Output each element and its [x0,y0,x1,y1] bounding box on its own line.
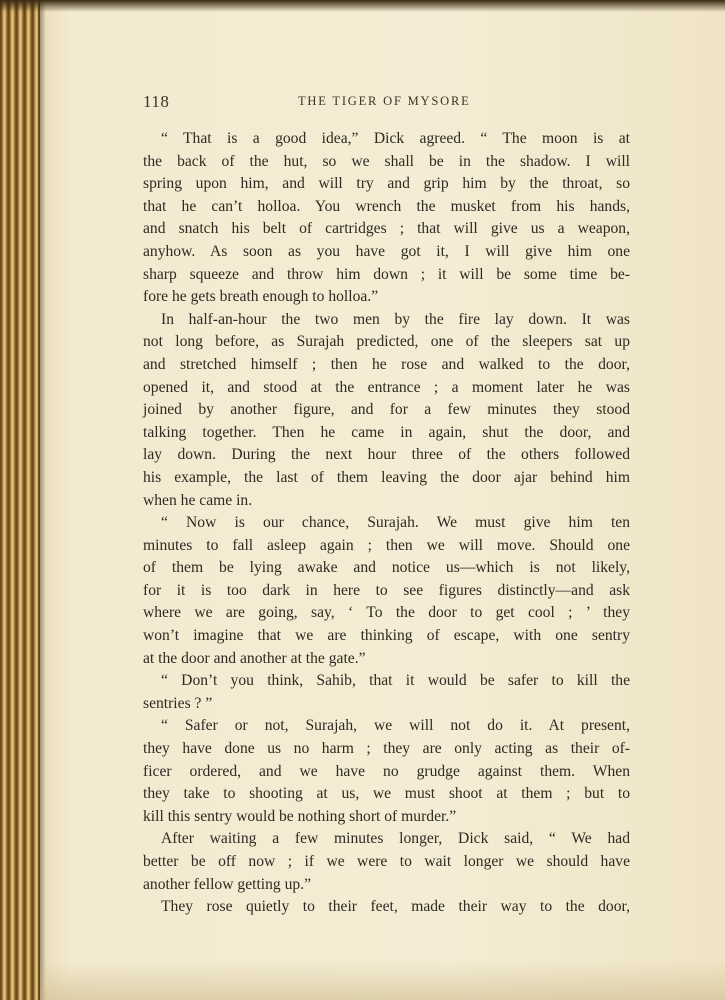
text-line: the back of the hut, so we shall be in the shadow. I will [143,152,630,170]
text-line: “ Safer or not, Surajah, we will not do it. At present, [161,717,630,735]
text-line: minutes to fall asleep again ; then we will move. Should one [143,536,630,554]
text-line: opened it, and stood at the entrance ; a moment later he was [143,378,630,396]
text-line: “ Now is our chance, Surajah. We must give him ten [161,514,630,532]
top-shadow [0,0,725,12]
text-line: After waiting a few minutes longer, Dick said, “ We had [161,830,630,848]
text-line: they take to shooting at us, we must shoot at them ; but to [143,785,630,803]
text-line: lay down. During the next hour three of the others followed [143,446,630,464]
text-line: In half-an-hour the two men by the fire lay down. It was [161,310,630,328]
text-line: better be off now ; if we were to wait longer we should have [143,853,630,870]
text-line: fore he gets breath enough to holloa.” [143,288,379,306]
text-line: when he came in. [143,491,253,509]
text-line: anyhow. As soon as you have got it, I will give him one [143,242,630,260]
text-line: “ Don’t you think, Sahib, that it would be safer to kill the [161,672,630,690]
text-line: his example, the last of them leaving the door ajar behind him [143,468,630,486]
text-line: joined by another figure, and for a few minutes they stood [143,401,630,419]
text-line: won’t imagine that we are thinking of escape, with one sentry [143,627,630,645]
text-line: for it is too dark in here to see figures distinctly—and ask [143,581,630,599]
page-edges [0,0,40,1000]
text-line: another fellow getting up.” [143,875,312,893]
text-line: kill this sentry would be nothing short of murder.” [143,807,457,825]
body-text [143,128,630,919]
text-line: where we are going, say, ‘ To the door to get cool ; ’ they [143,604,630,622]
text-line: and snatch his belt of cartridges ; that will give us a weapon, [143,220,630,238]
text-line: and stretched himself ; then he rose and walked to the door, [143,355,630,373]
text-line: spring upon him, and will try and grip him by the throat, so [143,175,630,193]
text-line: sharp squeeze and throw him down ; it will be some time be- [143,265,630,283]
text-line: at the door and another at the gate.” [143,649,366,667]
running-head [143,92,628,114]
page-number: 118 [143,92,170,111]
text-line: that he can’t holloa. You wrench the musket from his hands, [143,197,630,215]
text-line: of them be lying awake and notice us—which is not likely, [143,559,630,577]
text-line: not long before, as Surajah predicted, one of the sleepers sat up [143,333,630,351]
text-line: sentries ? ” [143,694,213,712]
text-line: “ That is a good idea,” Dick agreed. “ The moon is at [161,130,630,147]
book-title: THE TIGER OF MYSORE [298,94,471,108]
text-line: They rose quietly to their feet, made their way to the door, [161,898,630,916]
text-line: they have done us no harm ; they are only acting as their of- [143,740,630,758]
text-line: talking together. Then he came in again, shut the door, and [143,423,630,441]
text-line: ficer ordered, and we have no grudge against them. When [143,762,630,780]
bottom-shade [40,960,725,1000]
